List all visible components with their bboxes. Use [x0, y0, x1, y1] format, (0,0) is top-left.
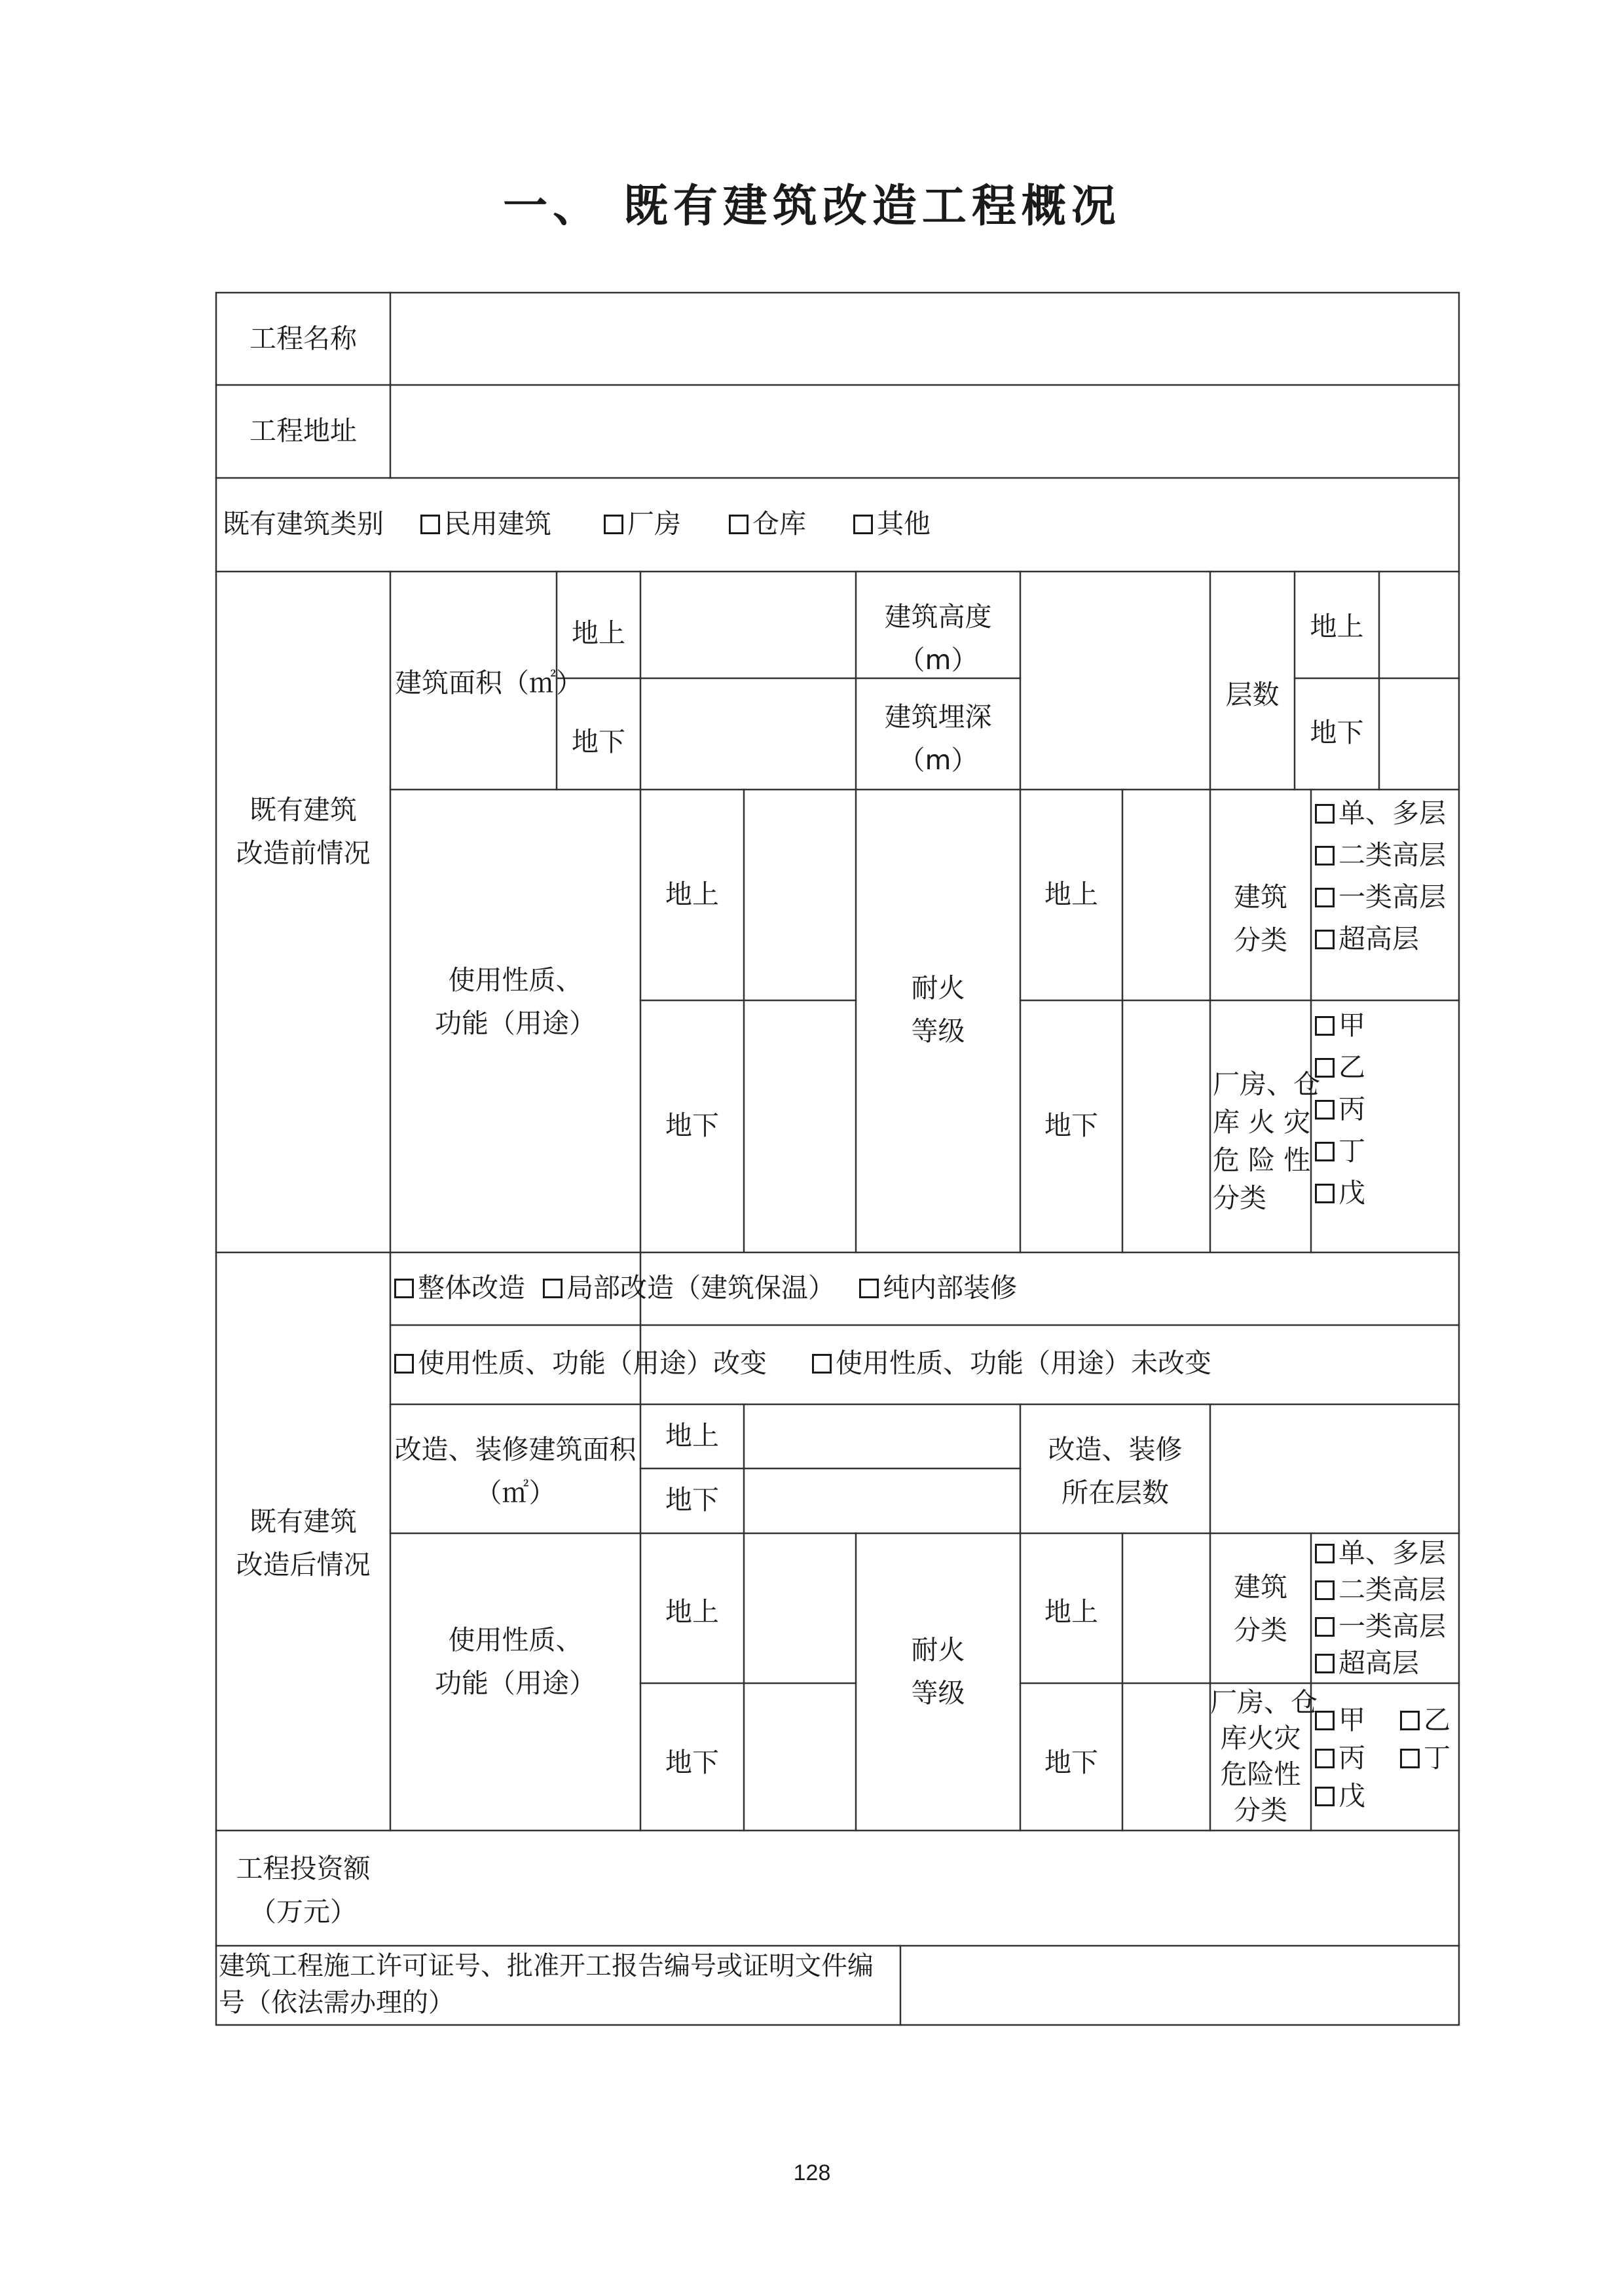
class-option[interactable]: 一类高层 — [1315, 1608, 1446, 1645]
checkbox-icon — [729, 515, 748, 534]
class-option[interactable]: 一类高层 — [1315, 876, 1446, 918]
existing-type-label: 既有建筑类别 — [223, 508, 384, 539]
renovation-area-label: 改造、装修建筑面积 （㎡） — [394, 1434, 637, 1508]
scope-option-partial[interactable]: 局部改造（建筑保温） — [543, 1272, 835, 1303]
project-address-label: 工程地址 — [249, 415, 357, 446]
checkbox-icon — [1400, 1749, 1420, 1768]
checkbox-icon — [853, 515, 873, 534]
building-class-label: 建筑 分类 — [1234, 881, 1287, 956]
after-fire-above-label: 地上 — [1044, 1596, 1098, 1628]
checkbox-icon — [543, 1279, 563, 1298]
class-option[interactable]: 二类高层 — [1315, 1571, 1446, 1608]
investment-label: 工程投资额 （万元） — [236, 1853, 371, 1927]
checkbox-icon — [420, 515, 440, 534]
use-change-options — [394, 1342, 1211, 1385]
class-option[interactable]: 二类高层 — [1315, 834, 1446, 876]
checkbox-icon — [1315, 1617, 1335, 1637]
building-depth-label: 建筑埋深 （m） — [884, 701, 992, 776]
hazard-class-label: 厂房、仓 库 火 灾 危 险 性 分类 — [1213, 1068, 1320, 1214]
hazard-option[interactable]: 乙 — [1400, 1704, 1450, 1736]
fire-rating-label: 耐火 等级 — [911, 972, 965, 1047]
after-building-class-options — [1315, 1535, 1446, 1681]
after-section-label: 既有建筑 改造后情况 — [236, 1506, 371, 1580]
option-civil-building[interactable]: 民用建筑 — [420, 503, 551, 546]
checkbox-icon — [1400, 1711, 1420, 1730]
renovation-below-label: 地下 — [665, 1484, 719, 1516]
scope-option-whole[interactable]: 整体改造 — [394, 1272, 525, 1303]
project-name-label: 工程名称 — [249, 323, 357, 354]
hazard-option[interactable]: 乙 — [1315, 1046, 1365, 1088]
renovation-above-label: 地上 — [665, 1420, 719, 1451]
checkbox-icon — [1315, 1711, 1335, 1730]
class-option[interactable]: 单、多层 — [1315, 792, 1446, 834]
permit-label: 建筑工程施工许可证号、批准开工报告编号或证明文件编 号（依法需办理的） — [219, 1951, 874, 2018]
after-building-class-label: 建筑 分类 — [1234, 1571, 1287, 1646]
floors-label: 层数 — [1225, 679, 1280, 710]
checkbox-icon — [1315, 846, 1335, 866]
option-other[interactable]: 其他 — [853, 503, 931, 546]
project-address-field[interactable] — [393, 389, 1454, 474]
project-name-field[interactable] — [393, 296, 1454, 381]
building-class-options — [1315, 792, 1446, 960]
hazard-option[interactable]: 丁 — [1400, 1742, 1450, 1774]
checkbox-icon — [1315, 1654, 1335, 1673]
checkbox-icon — [1315, 1142, 1335, 1161]
checkbox-icon — [1315, 930, 1335, 949]
page-number: 128 — [793, 2160, 831, 2185]
checkbox-icon — [1315, 1016, 1335, 1036]
checkbox-icon — [1315, 1749, 1335, 1768]
hazard-option[interactable]: 甲 — [1315, 1004, 1365, 1046]
checkbox-icon — [1315, 1100, 1335, 1120]
scope-option-interior[interactable]: 纯内部装修 — [859, 1272, 1017, 1303]
after-fire-below-label: 地下 — [1044, 1747, 1098, 1778]
class-option[interactable]: 超高层 — [1315, 918, 1446, 960]
before-section-label: 既有建筑 改造前情况 — [236, 794, 371, 869]
investment-field[interactable] — [393, 1834, 1454, 1942]
hazard-option[interactable]: 丙 — [1315, 1088, 1365, 1130]
after-use-above-label: 地上 — [665, 1596, 719, 1628]
after-fire-rating-label: 耐火 等级 — [911, 1634, 965, 1709]
checkbox-icon — [394, 1279, 414, 1298]
building-height-label: 建筑高度 （m） — [884, 601, 992, 676]
renovation-scope-options — [394, 1267, 1017, 1310]
use-below-label: 地下 — [665, 1110, 719, 1141]
hazard-option[interactable]: 丁 — [1315, 1130, 1365, 1172]
checkbox-icon — [1315, 804, 1335, 824]
use-nature-label: 使用性质、 功能（用途） — [435, 964, 596, 1039]
above-ground-label: 地上 — [572, 617, 625, 649]
fire-below-label: 地下 — [1044, 1110, 1098, 1141]
class-option[interactable]: 超高层 — [1315, 1645, 1446, 1681]
checkbox-icon — [1315, 1580, 1335, 1600]
hazard-option[interactable]: 戊 — [1315, 1780, 1365, 1812]
checkbox-icon — [812, 1354, 832, 1374]
class-option[interactable]: 单、多层 — [1315, 1535, 1446, 1571]
checkbox-icon — [1315, 1184, 1335, 1203]
use-above-label: 地上 — [665, 879, 719, 910]
after-use-below-label: 地下 — [665, 1747, 719, 1778]
checkbox-icon — [604, 515, 623, 534]
checkbox-icon — [1315, 1787, 1335, 1806]
use-unchanged-option[interactable]: 使用性质、功能（用途）未改变 — [812, 1347, 1211, 1379]
hazard-class-options — [1315, 1004, 1365, 1214]
permit-number-field[interactable] — [904, 1950, 1454, 2022]
option-factory[interactable]: 厂房 — [604, 503, 681, 546]
floors-below-label: 地下 — [1310, 717, 1364, 748]
page-title: 一、 既有建筑改造工程概况 — [503, 181, 1121, 232]
hazard-option[interactable]: 戊 — [1315, 1172, 1365, 1214]
floors-above-label: 地上 — [1310, 611, 1364, 642]
building-area-label: 建筑面积（㎡） — [395, 667, 583, 699]
checkbox-icon — [1315, 1058, 1335, 1078]
after-use-nature-label: 使用性质、 功能（用途） — [435, 1624, 596, 1699]
fire-above-label: 地上 — [1044, 879, 1098, 910]
hazard-option[interactable]: 丙 — [1315, 1742, 1365, 1774]
after-hazard-class-options — [1315, 1701, 1450, 1815]
checkbox-icon — [1315, 888, 1335, 907]
checkbox-icon — [1315, 1544, 1335, 1563]
option-warehouse[interactable]: 仓库 — [729, 503, 806, 546]
below-ground-label: 地下 — [572, 726, 625, 757]
renovation-floors-label: 改造、装修 所在层数 — [1048, 1434, 1183, 1508]
after-hazard-class-label: 厂房、仓 库火灾 危险性 分类 — [1210, 1686, 1318, 1826]
use-changed-option[interactable]: 使用性质、功能（用途）改变 — [394, 1347, 767, 1379]
checkbox-icon — [859, 1279, 879, 1298]
hazard-option[interactable]: 甲 — [1315, 1704, 1365, 1736]
checkbox-icon — [394, 1354, 414, 1374]
